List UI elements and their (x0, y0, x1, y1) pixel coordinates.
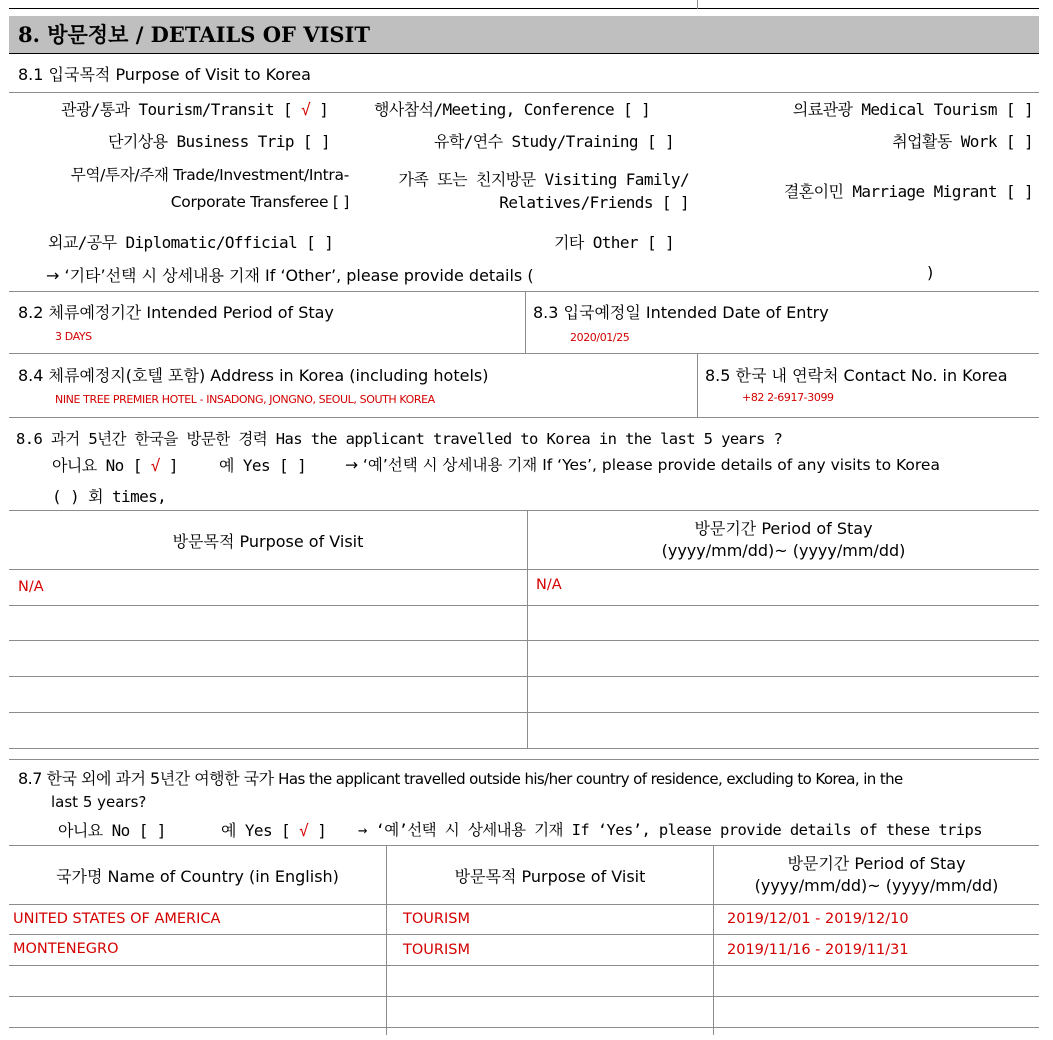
section-header-bottom (9, 53, 1039, 54)
prior-abroad-heading (18, 766, 903, 789)
option-other[interactable]: 기타 Other [ ] (554, 233, 675, 252)
korea-row-1-purpose[interactable]: N/A (18, 579, 44, 595)
prior-abroad-yes-label: 예 Yes [ (221, 821, 291, 840)
prior-korea-no-label: 아니요 No [ (52, 456, 142, 475)
prior-abroad-no[interactable]: 아니요 No [ ] (58, 821, 166, 840)
korea-table-header-line (9, 569, 1039, 570)
korea-table-bottom (9, 748, 1039, 749)
address-label: 8.4 체류예정지(호텔 포함) Address in Korea (including hotels) (18, 366, 489, 385)
option-tourism-check: √ (301, 100, 311, 119)
prior-korea-heading: 8.6 과거 5년간 한국을 방문한 경력 Has the applicant travelled to Korea in the last 5 years ? (16, 430, 783, 448)
prior-abroad-heading-ko: 8.7 한국 외에 과거 5년간 여행한 국가 (18, 769, 274, 788)
abroad-row-1-period[interactable]: 2019/12/01 - 2019/12/10 (727, 911, 909, 927)
prior-abroad-yes-check: √ (299, 821, 309, 840)
korea-table-top (9, 510, 1039, 511)
prior-korea-no[interactable] (52, 453, 178, 476)
purpose-bottom-line (9, 291, 1039, 292)
purpose-heading: 8.1 입국목적 Purpose of Visit to Korea (18, 65, 311, 84)
period-entry-divider (525, 291, 526, 353)
korea-row-line-1 (9, 605, 1039, 606)
address-value[interactable]: NINE TREE PREMIER HOTEL - INSADONG, JONGNO, SEOUL, SOUTH KOREA (55, 393, 435, 406)
korea-row-line-3 (9, 676, 1039, 677)
abroad-row-line-1 (9, 934, 1039, 935)
contact-label: 8.5 한국 내 연락처 Contact No. in Korea (705, 366, 1008, 385)
option-medical[interactable]: 의료관광 Medical Tourism [ ] (792, 100, 1033, 119)
option-tourism-label: 관광/통과 Tourism/Transit [ (61, 100, 293, 119)
option-family-line1[interactable]: 가족 또는 친지방문 Visiting Family/ (398, 170, 689, 189)
period-label: 8.2 체류예정기간 Intended Period of Stay (18, 303, 334, 322)
abroad-col-country: 국가명 Name of Country (in English) (56, 867, 339, 886)
korea-row-1-period[interactable]: N/A (536, 577, 562, 593)
abroad-col-purpose: 방문목적 Purpose of Visit (454, 867, 646, 886)
abroad-col-period-2: (yyyy/mm/dd)~ (yyyy/mm/dd) (754, 876, 999, 895)
prior-korea-no-close: ] (168, 456, 178, 475)
abroad-row-line-4 (9, 1027, 1039, 1028)
option-tourism[interactable] (61, 97, 328, 120)
abroad-row-2-country[interactable]: MONTENEGRO (13, 941, 119, 957)
other-details-label: → ‘기타’선택 시 상세내용 기재 If ‘Other’, please provide details ( (46, 266, 534, 285)
korea-row-line-4 (9, 712, 1039, 713)
korea-col-period-1: 방문기간 Period of Stay (694, 519, 873, 538)
contact-value[interactable]: +82 2-6917-3099 (742, 391, 834, 404)
abroad-col-period-1: 방문기간 Period of Stay (787, 854, 966, 873)
prior-abroad-heading-en2: last 5 years? (51, 793, 147, 811)
prior-abroad-yes[interactable] (221, 818, 326, 841)
korea-row-line-2 (9, 640, 1039, 641)
section-title: 8. 방문정보 / DETAILS OF VISIT (18, 22, 370, 47)
abroad-table-top (9, 845, 1039, 846)
entry-date-value[interactable]: 2020/01/25 (570, 331, 630, 344)
option-meeting[interactable]: 행사참석/Meeting, Conference [ ] (374, 100, 651, 119)
abroad-row-line-2 (9, 965, 1039, 966)
purpose-heading-line (9, 92, 1039, 93)
address-contact-divider (697, 353, 698, 417)
entry-date-label: 8.3 입국예정일 Intended Date of Entry (533, 303, 829, 322)
option-tourism-close: ] (319, 100, 329, 119)
prior-abroad-yes-close: ] (317, 821, 327, 840)
prior-korea-yes-note: → ‘예’선택 시 상세내용 기재 If ‘Yes’, please provide details of any visits to Korea (345, 456, 940, 474)
abroad-row-2-purpose[interactable]: TOURISM (403, 942, 470, 958)
option-trade-line1[interactable]: 무역/투자/주재 Trade/Investment/Intra- (70, 166, 349, 184)
top-divider (697, 0, 698, 9)
abroad-row-1-purpose[interactable]: TOURISM (403, 911, 470, 927)
abroad-table-header-line (9, 904, 1039, 905)
prior-korea-yes[interactable]: 예 Yes [ ] (219, 456, 307, 475)
address-bottom-line (9, 417, 1039, 418)
abroad-row-2-period[interactable]: 2019/11/16 - 2019/11/31 (727, 942, 909, 958)
period-bottom-line (9, 353, 1039, 354)
option-business[interactable]: 단기상용 Business Trip [ ] (108, 132, 331, 151)
period-value[interactable]: 3 DAYS (55, 330, 92, 343)
option-family-line2[interactable]: Relatives/Friends [ ] (499, 193, 689, 212)
korea-col-purpose: 방문목적 Purpose of Visit (172, 532, 364, 551)
abroad-row-line-3 (9, 996, 1039, 997)
prior-abroad-yes-note: → ‘예’선택 시 상세내용 기재 If ‘Yes’, please provide details of these trips (358, 821, 982, 839)
option-diplomatic[interactable]: 외교/공무 Diplomatic/Official [ ] (48, 233, 334, 252)
top-border (9, 8, 1039, 9)
option-trade-line2[interactable]: Corporate Transferee [ ] (170, 193, 349, 211)
option-study[interactable]: 유학/연수 Study/Training [ ] (434, 132, 675, 151)
option-marriage[interactable]: 결혼이민 Marriage Migrant [ ] (783, 182, 1033, 201)
korea-col-period-2: (yyyy/mm/dd)~ (yyyy/mm/dd) (661, 541, 906, 560)
section-87-top (9, 759, 1039, 760)
prior-abroad-heading-en: Has the applicant travelled outside his/her country of residence, excluding to Korea, in the (278, 770, 903, 788)
prior-korea-no-check: √ (150, 456, 160, 475)
prior-korea-times[interactable]: ( ) 회 times, (52, 487, 167, 506)
option-work[interactable]: 취업활동 Work [ ] (892, 132, 1033, 151)
abroad-row-1-country[interactable]: UNITED STATES OF AMERICA (13, 911, 221, 927)
other-details-close: ) (927, 263, 934, 282)
